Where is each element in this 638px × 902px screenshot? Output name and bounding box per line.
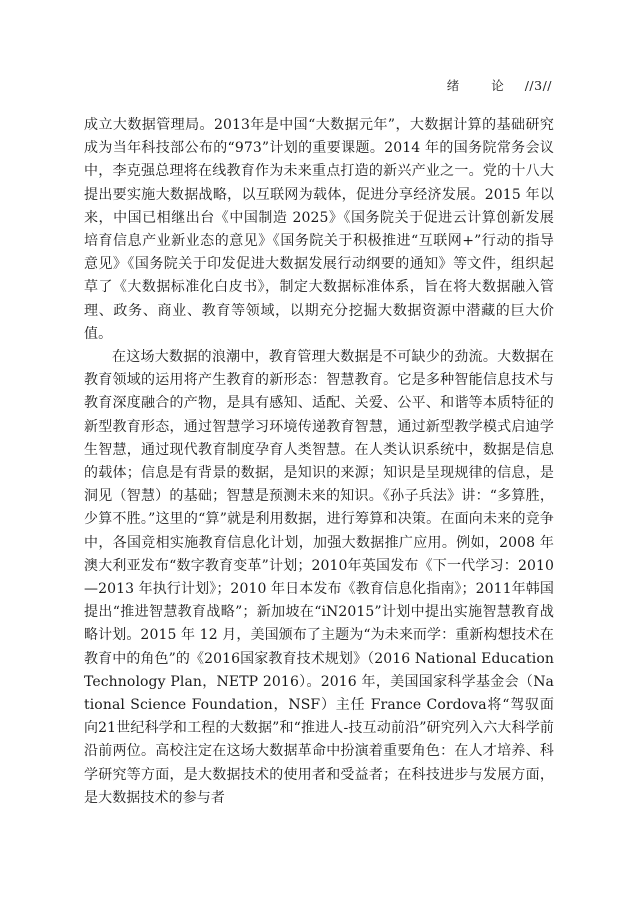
paragraph-continuation: 成立大数据管理局。2013年是中国“大数据元年”，大数据计算的基础研究成为当年科技部公布的“973”计划的重要课题。2014 年的国务院常务会议中，李克强总理将在线教育作为未来重点打造的新兴产业之一。党的十八大提出要实施大数据战略，以互联网为载体，促进分享经济发展。2015 年以来，中国已相继出台《中国制造 2025》《国务院关于促进云计算创新发展培育信息产业新业态的意见》《国务院关于积极推进“互联网+”行动的指导意见》《国务院关于印发促进大数据发展行动纲要的通知》等文件，组织起草了《大数据标准化白皮书》，制定大数据标准体系，旨在将大数据融入管理、政务、商业、教育等领域，以期充分挖掘大数据资源中潜藏的巨大价值。	[84, 117, 554, 342]
page-number: //3//	[524, 78, 552, 93]
paragraph-education-big-data: 在这场大数据的浪潮中，教育管理大数据是不可缺少的劲流。大数据在教育领域的运用将产生教育的新形态：智慧教育。它是多种智能信息技术与教育深度融合的产物，是具有感知、适配、关爱、公平、和谐等本质特征的新型教育形态，通过智慧学习环境传递教育智慧，通过新型教学模式启迪学生智慧，通过现代教育制度孕育人类智慧。在人类认识系统中，数据是信息的载体；信息是有背景的数据，是知识的来源；知识是呈现规律的信息，是洞见（智慧）的基础；智慧是预测未来的知识。《孙子兵法》讲：“多算胜，少算不胜。”这里的“算”就是利用数据，进行筹算和决策。在面向未来的竞争中，各国竞相实施教育信息化计划，加强大数据推广应用。例如，2008 年澳大利亚发布“数字教育变革”计划；2010年英国发布《下一代学习：2010—2013 年执行计划》；2010 年日本发布《教育信息化指南》；2011年韩国提出“推进智慧教育战略”；新加坡在“iN2015”计划中提出实施智慧教育战略计划。2015 年 12 月，美国颁布了主题为“为未来而学：重新构想技术在教育中的角色”的《2016国家教育技术规划》（2016 National Education Technology Plan，NETP 2016）。2016 年，美国国家科学基金会（National Science Foundation，NSF）主任 France Cordova将“驾驭面向21世纪科学和工程的大数据”和“推进人-技互动前沿”研究列入六大科学前沿前两位。高校注定在这场大数据革命中扮演着重要角色：在人才培养、科学研究等方面，是大数据技术的使用者和受益者；在科技进步与发展方面，是大数据技术的参与者	[84, 349, 554, 806]
body-text	[84, 114, 554, 810]
running-header	[447, 76, 552, 94]
chapter-title: 绪 论	[446, 78, 518, 93]
